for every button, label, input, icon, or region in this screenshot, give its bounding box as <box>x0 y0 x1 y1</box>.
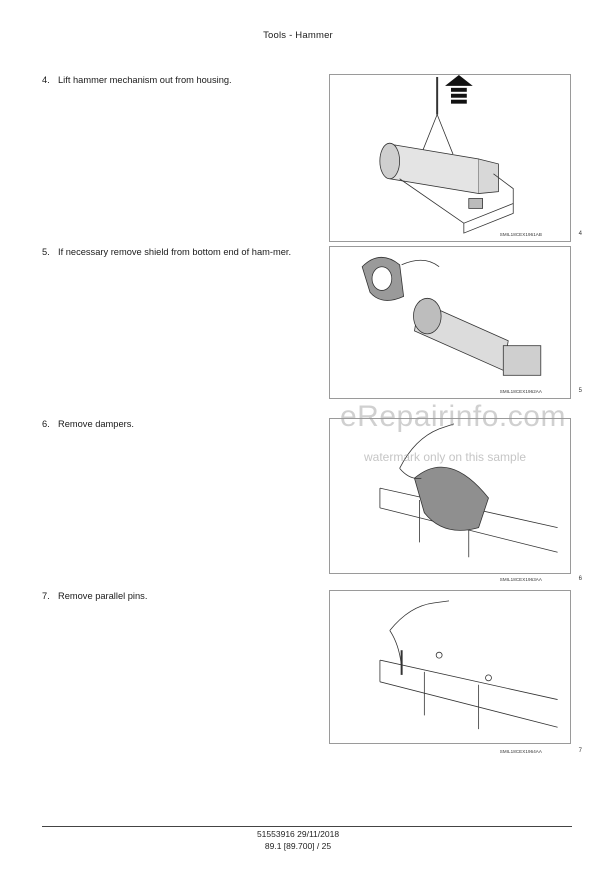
footer-doc-ref: 51553916 29/11/2018 <box>256 829 340 839</box>
step-text: Remove parallel pins. <box>58 591 148 601</box>
shield-removal-illustration <box>330 247 570 398</box>
up-arrow-icon <box>445 75 473 104</box>
figure-code: SMIL18CEX1964AA <box>499 749 542 754</box>
figure-remove-pins <box>329 590 582 754</box>
page-header: Tools - Hammer <box>263 30 333 41</box>
step-7 <box>42 590 310 603</box>
step-number: 5. <box>42 247 50 257</box>
figure-remove-dampers <box>329 418 582 582</box>
figure-lift-hammer <box>329 74 582 242</box>
pin-removal-illustration <box>330 591 570 743</box>
damper-removal-illustration <box>330 419 570 573</box>
hammer-lift-illustration <box>330 75 570 241</box>
figure-remove-shield <box>329 246 582 399</box>
step-text: If necessary remove shield from bottom end of ham-mer. <box>58 247 292 257</box>
footer-divider <box>42 826 572 827</box>
step-5 <box>42 246 310 259</box>
figure-code: SMIL18CEX1961AB <box>499 232 542 237</box>
watermark-site: eRepairinfo.com <box>340 400 566 433</box>
watermark-note: watermark only on this sample <box>364 450 527 464</box>
step-number: 4. <box>42 75 50 85</box>
step-number: 7. <box>42 591 50 601</box>
step-text: Remove dampers. <box>58 419 134 429</box>
figure-number: 4 <box>578 231 582 237</box>
figure-number: 6 <box>578 576 582 582</box>
figure-number: 5 <box>578 388 582 394</box>
step-4 <box>42 74 310 87</box>
step-6 <box>42 418 310 431</box>
figure-code: SMIL18CEX1962AA <box>499 389 542 394</box>
step-text: Lift hammer mechanism out from housing. <box>58 75 232 85</box>
figure-code: SMIL18CEX1963AA <box>499 577 542 582</box>
step-number: 6. <box>42 419 50 429</box>
footer-page-number: 89.1 [89.700] / 25 <box>264 841 332 851</box>
figure-number: 7 <box>578 748 582 754</box>
